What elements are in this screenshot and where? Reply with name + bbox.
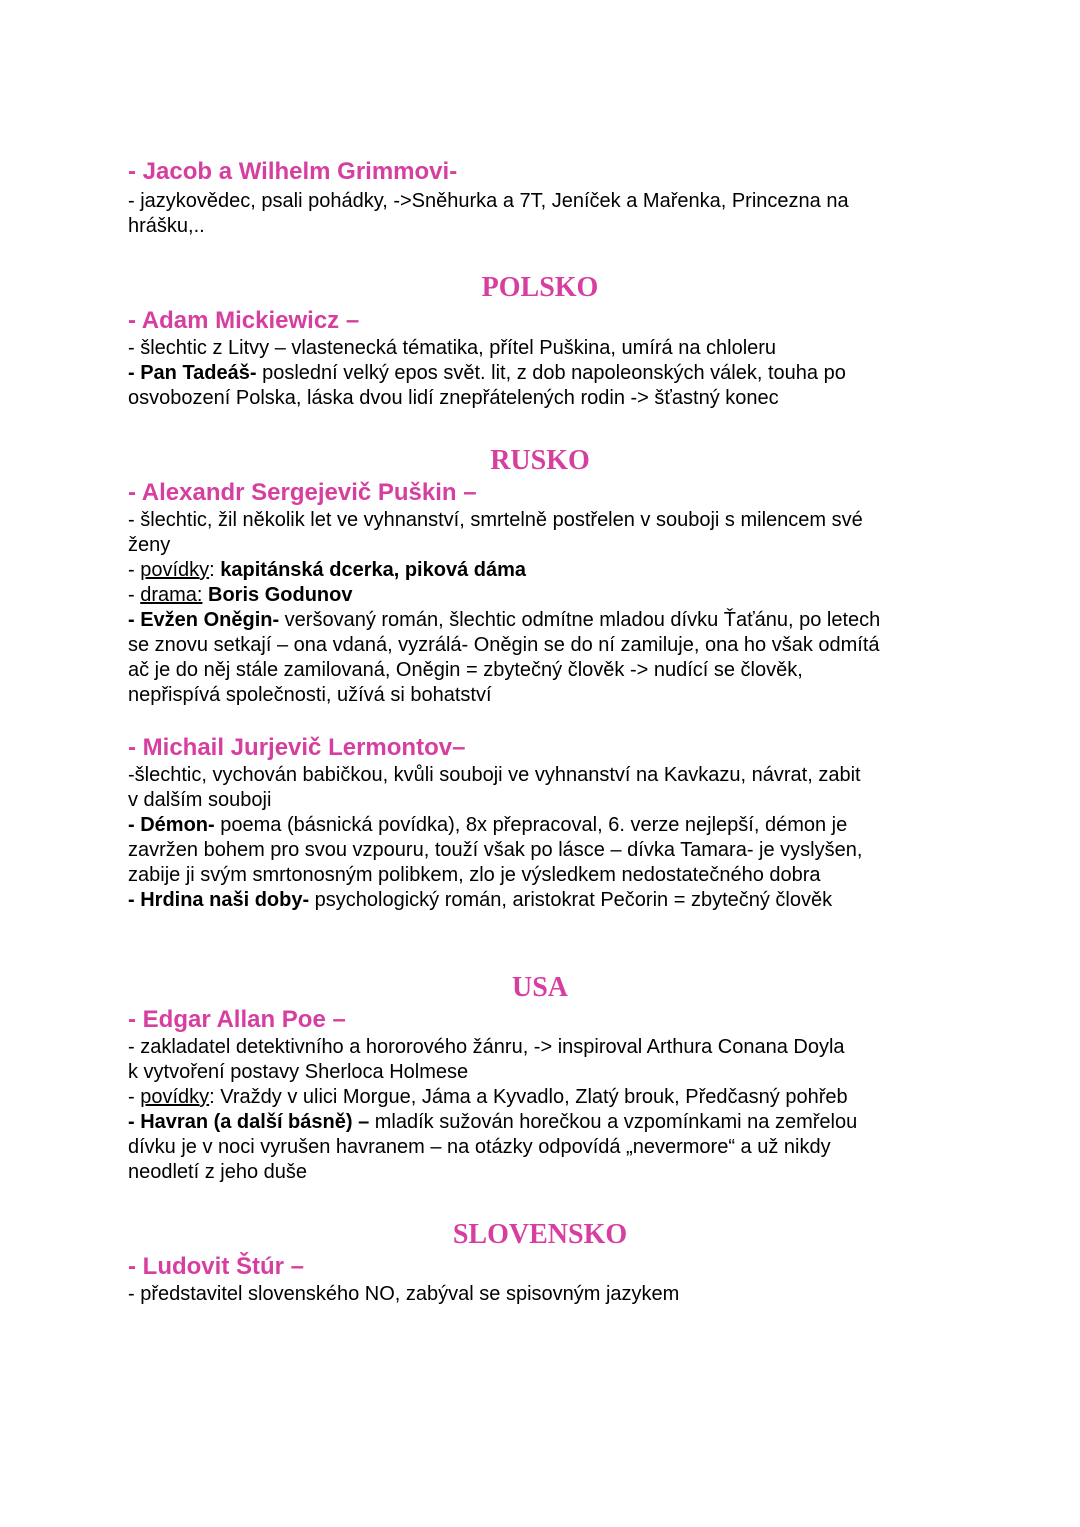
puskin-line-2: ženy	[128, 534, 171, 556]
work-evzen-onegin: - Evžen Oněgin-	[128, 609, 280, 631]
label-drama: drama:	[140, 584, 203, 606]
poe-line-1: - zakladatel detektivního a hororového žánru, -> inspiroval Arthura Conana Doyla	[128, 1036, 845, 1058]
heading-polsko: POLSKO	[481, 272, 599, 303]
lermontov-line-5: zabije ji svým smrtonosným polibkem, zlo je výsledkem nedostatečného dobra	[128, 864, 821, 886]
lermontov-line-4: zavržen bohem pro svou vzpouru, touží však po lásce – dívka Tamara- je vyslyšen,	[128, 839, 863, 861]
poe-line-6: neodletí z jeho duše	[128, 1161, 308, 1183]
work-pan-tadeas: - Pan Tadeáš-	[128, 362, 257, 384]
grimm-line-2: hrášku,..	[128, 215, 205, 237]
label-povidky-poe: povídky	[140, 1086, 210, 1108]
stur-line-1: - představitel slovenského NO, zabýval se spisovným jazykem	[128, 1283, 680, 1305]
lermontov-line-2: v dalším souboji	[128, 789, 272, 811]
lermontov-line-6-text: psychologický román, aristokrat Pečorin = zbytečný člověk	[309, 889, 833, 911]
puskin-line-4	[128, 583, 352, 608]
puskin-line-8: nepřispívá společnosti, užívá si bohatství	[128, 684, 492, 706]
author-lermontov: - Michail Jurjevič Lermontov–	[128, 734, 466, 761]
author-poe: - Edgar Allan Poe –	[128, 1006, 346, 1033]
poe-line-3	[128, 1085, 848, 1110]
poe-line-3-text: : Vraždy v ulici Morgue, Jáma a Kyvadlo, Zlatý brouk, Předčasný pohřeb	[209, 1086, 848, 1108]
work-hrdina-nasi-doby: - Hrdina naši doby-	[128, 889, 310, 911]
author-stur: - Ludovit Štúr –	[128, 1253, 304, 1280]
lermontov-line-3	[128, 813, 847, 838]
poe-line-4	[128, 1110, 857, 1135]
puskin-line-1: - šlechtic, žil několik let ve vyhnanství, smrtelně postřelen v souboji s milencem své	[128, 509, 863, 531]
puskin-line-5	[128, 608, 880, 633]
work-havran: - Havran (a další básně) –	[128, 1111, 370, 1133]
label-povidky: povídky	[140, 559, 210, 581]
puskin-line-6: se znovu setkají – ona vdaná, vyzrálá- Oněgin se do ní zamiluje, ona ho však odmítá	[128, 634, 880, 656]
mickiewicz-line-3: osvobození Polska, láska dvou lidí znepřátelených rodin -> šťastný konec	[128, 387, 779, 409]
mickiewicz-line-1: - šlechtic z Litvy – vlastenecká tématika, přítel Puškina, umírá na chloleru	[128, 337, 777, 359]
heading-slovensko: SLOVENSKO	[452, 1219, 628, 1250]
author-puskin: - Alexandr Sergejevič Puškin –	[128, 479, 477, 506]
mickiewicz-line-2	[128, 361, 846, 386]
puskin-line-3	[128, 558, 526, 583]
author-mickiewicz: - Adam Mickiewicz –	[128, 307, 360, 334]
mickiewicz-line-2-text: poslední velký epos svět. lit, z dob napoleonských válek, touha po	[256, 362, 846, 384]
poe-line-4-text: mladík sužován horečkou a vzpomínkami na zemřelou	[369, 1111, 858, 1133]
grimm-line-1: - jazykovědec, psali pohádky, ->Sněhurka a 7T, Jeníček a Mařenka, Princezna na	[128, 190, 849, 212]
author-grimm: - Jacob a Wilhelm Grimmovi-	[128, 158, 458, 185]
puskin-colon: :	[209, 559, 221, 581]
lermontov-line-6	[128, 888, 832, 913]
poe-line-5: dívku je v noci vyrušen havranem – na otázky odpovídá „nevermore“ a už nikdy	[128, 1136, 831, 1158]
puskin-dash-2: -	[128, 584, 141, 606]
poe-line-2: k vytvoření postavy Sherloca Holmese	[128, 1061, 469, 1083]
works-povidky: kapitánská dcerka, piková dáma	[220, 559, 526, 581]
lermontov-line-1: -šlechtic, vychován babičkou, kvůli souboji ve vyhnanství na Kavkazu, návrat, zabit	[128, 764, 861, 786]
work-boris-godunov: Boris Godunov	[202, 584, 353, 606]
puskin-line-5-text: veršovaný román, šlechtic odmítne mladou dívku Ťaťánu, po letech	[279, 609, 881, 631]
lermontov-line-3-text: poema (básnická povídka), 8x přepracoval, 6. verze nejlepší, démon je	[214, 814, 848, 836]
heading-rusko: RUSKO	[490, 445, 590, 476]
heading-usa: USA	[511, 972, 568, 1003]
poe-dash: -	[128, 1086, 141, 1108]
work-demon: - Démon-	[128, 814, 215, 836]
puskin-line-7: ač je do něj stále zamilovaná, Oněgin = zbytečný člověk -> nudící se člověk,	[128, 659, 803, 681]
puskin-dash: -	[128, 559, 141, 581]
